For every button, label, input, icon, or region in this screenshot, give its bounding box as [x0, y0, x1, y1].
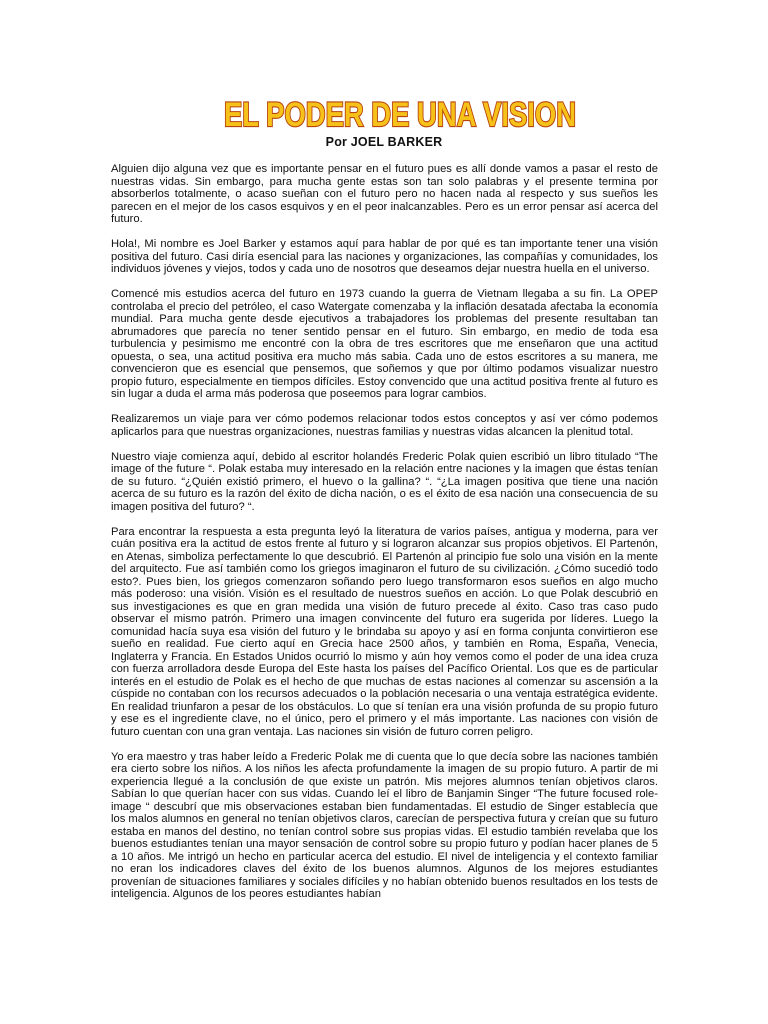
paragraph: Hola!, Mi nombre es Joel Barker y estamos aquí para hablar de por qué es tan importante tener una visión positiva del futuro. Casi diría esencial para las naciones y organizaciones, las compañías y comunidades, los individuos jóvenes y viejos, todos y cada uno de nosotros que deseamos dejar nuestra huella en el universo. — [111, 238, 658, 275]
paragraph: Para encontrar la respuesta a esta pregunta leyó la literatura de varios países, antigua y moderna, para ver cuán positiva era la actitud de estos frente al futuro y si lograron alcanzar sus propios objetivos. El Partenón, en Atenas, simboliza perfectamente lo que descubrió. El Partenón al principio fue solo una visión en la mente del arquitecto. Fue así también como los griegos imaginaron el futuro de su civilización. ¿Cómo sucedió todo esto?. Pues bien, los griegos comenzaron soñando pero luego transformaron esos sueños en algo mucho más poderoso: una visión. Visión es el resultado de nuestros sueños en acción. Lo que Polak descubrió en sus investigaciones es que en gran medida una visión de futuro precede al éxito. Caso tras caso pudo observar el mismo patrón. Primero una imagen convincente del futuro era sugerida por líderes. Luego la comunidad hacía suya esa visión del futuro y le brindaba su apoyo y así en forma conjunta convirtieron ese sueño en realidad. Fue cierto aquí en Grecia hace 2500 años, y también en Roma, España, Venecia, Inglaterra y Francia. En Estados Unidos ocurrió lo mismo y aún hoy vemos como el poder de una idea cruza con fuerza arrolladora desde Europa del Este hasta los países del Pacífico Oriental. Los que es de particular interés en el estudio de Polak es el hecho de que muchas de estas naciones al comenzar su ascensión a la cúspide no contaban con los recursos adecuados o la población necesaria o una ventaja estratégica evidente. En realidad triunfaron a pesar de los obstáculos. Lo que sí tenían era una visión profunda de su propio futuro y ese es el ingrediente clave, no el único, pero el primero y el más importante. Las naciones con visión de futuro cuentan con una gran ventaja. Las naciones sin visión de futuro corren peligro. — [111, 525, 658, 738]
document-title — [222, 93, 578, 135]
document-body — [111, 163, 658, 913]
paragraph: Realizaremos un viaje para ver cómo podemos relacionar todos estos conceptos y así ver cómo podemos aplicarlos para que nuestras organizaciones, nuestras familias y nuestras vidas alcancen la plenitud total. — [111, 413, 658, 438]
paragraph: Nuestro viaje comienza aquí, debido al escritor holandés Frederic Polak quien escribió un libro titulado “The image of the future “. Polak estaba muy interesado en la relación entre naciones y la imagen que éstas tenían de su futuro. “¿Quién existió primero, el huevo o la gallina? “. “¿La imagen positiva que tiene una nación acerca de su futuro es la razón del éxito de dicha nación, o es el éxito de esa nación una consecuencia de su imagen positiva del futuro? “. — [111, 450, 658, 513]
title-wordart — [222, 93, 578, 135]
title-text: EL PODER DE UNA VISION — [224, 96, 576, 134]
paragraph: Comencé mis estudios acerca del futuro en 1973 cuando la guerra de Vietnam llegaba a su fin. La OPEP controlaba el precio del petróleo, el caso Watergate comenzaba y la inflación desatada afectaba la economía mundial. Para mucha gente desde ejecutivos a trabajadores los problemas del presente resultaban tan abrumadores que parecía no tener sentido pensar en el futuro. Sin embargo, en medio de toda esa turbulencia y pesimismo me encontré con la obra de tres escritores que me enseñaron que una actitud opuesta, o sea, una actitud positiva era mucho más sabia. Cada uno de estos escritores a su manera, me convencieron que es esencial que pensemos, que soñemos y que por último podamos visualizar nuestro propio futuro, especialmente en tiempos difíciles. Estoy convencido que una actitud positiva frente al futuro es sin lugar a duda el arma más poderosa que poseemos para lograr cambios. — [111, 288, 658, 400]
paragraph: Alguien dijo alguna vez que es importante pensar en el futuro pues es allí donde vamos a pasar el resto de nuestras vidas. Sin embargo, para mucha gente estas son tan solo palabras y el presente termina por absorberlos totalmente, o acaso sueñan con el futuro pero no hacen nada al respecto y sus sueños les parecen en el mejor de los casos esquivos y en el peor inalcanzables. Pero es un error pensar así acerca del futuro. — [111, 163, 658, 225]
paragraph: Yo era maestro y tras haber leído a Frederic Polak me di cuenta que lo que decía sobre las naciones también era cierto sobre los niños. A los niños les afecta profundamente la imagen de su propio futuro. A partir de mi experiencia llegué a la conclusión de que existe un patrón. Mis mejores alumnos tenían objetivos claros. Sabían lo que querían hacer con sus vidas. Cuando leí el libro de Banjamin Singer “The future focused role-image “ descubrí que mis observaciones estaban bien fundamentadas. El estudio de Singer establecía que los malos alumnos en general no tenían objetivos claros, carecían de perspectiva futura y creían que su futuro estaba en manos del destino, no tenían control sobre sus propias vidas. El estudio también revelaba que los buenos estudiantes tenían una mayor sensación de control sobre su propio futuro y podían hacer planes de 5 a 10 años. Me intrigó un hecho en particular acerca del estudio. El nivel de inteligencia y el contexto familiar no eran los indicadores claves del éxito de los buenos alumnos. Algunos de los mejores estudiantes provenían de situaciones familiares y sociales difíciles y no habían obtenido buenos resultados en los tests de inteligencia. Algunos de los peores estudiantes habían — [111, 750, 658, 900]
author-byline: Por JOEL BARKER — [325, 135, 443, 149]
